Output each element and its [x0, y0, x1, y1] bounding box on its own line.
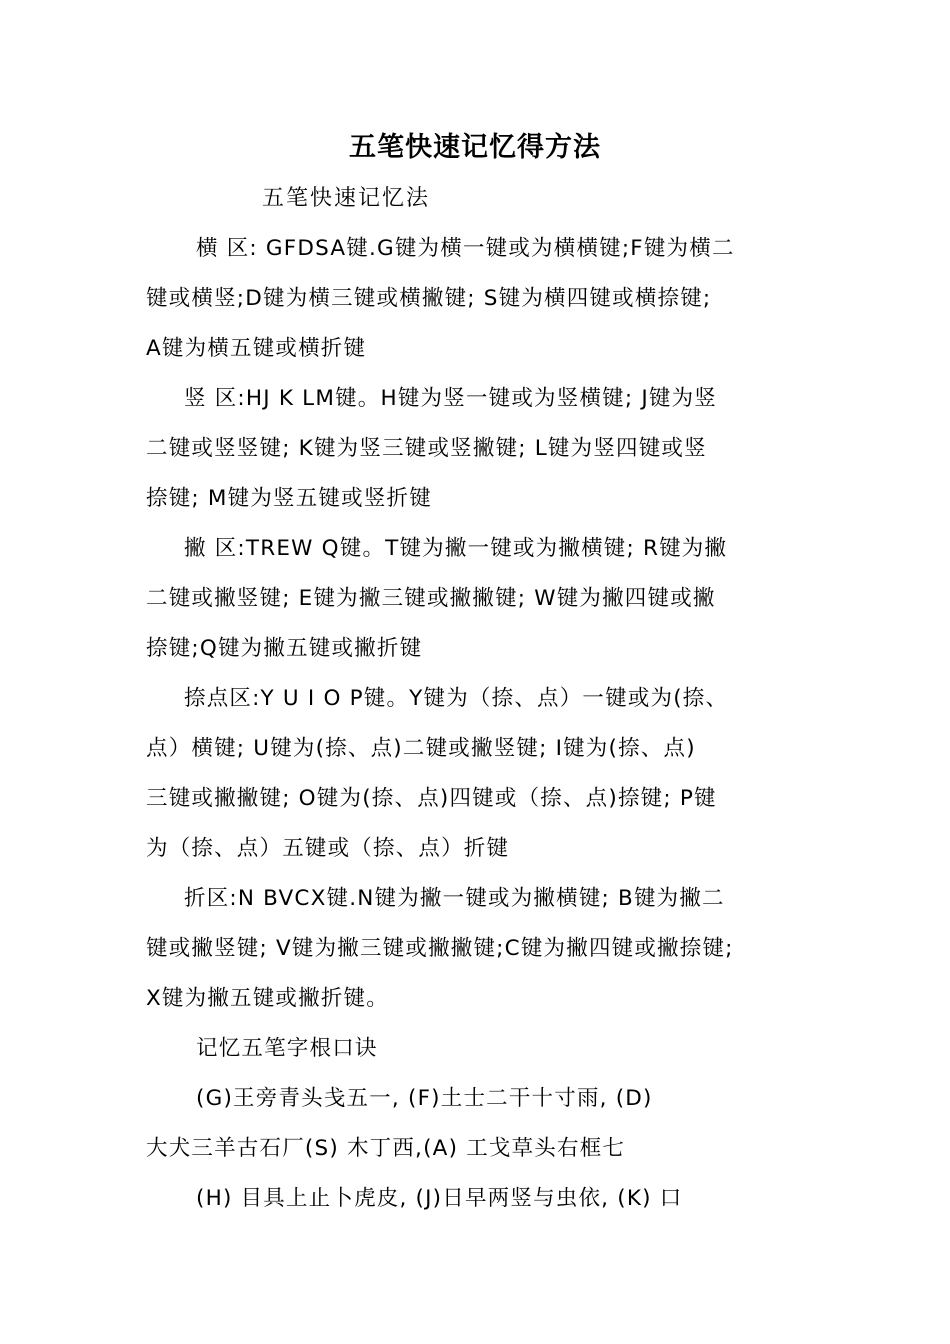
- section-heading-mnemonic: 记忆五笔字根口诀: [196, 1036, 378, 1061]
- document-title: 五笔快速记忆得方法: [349, 132, 601, 163]
- mnemonic-line-1: (G)王旁青头戋五一, (F)土士二干十寸雨, (D): [196, 1086, 653, 1111]
- paragraph-heng-line-2: 键或横竖;D键为横三键或横撇键; S键为横四键或横捺键;: [146, 286, 712, 311]
- paragraph-heng-line-1: 横 区: GFDSA键.G键为横一键或为横横键;F键为横二: [196, 236, 735, 261]
- paragraph-shu-line-2: 二键或竖竖键; K键为竖三键或竖撇键; L键为竖四键或竖: [146, 436, 707, 461]
- paragraph-pie-line-1: 撇 区:TREW Q键。T键为撇一键或为撇横键; R键为撇: [184, 536, 728, 561]
- mnemonic-line-2: 大犬三羊古石厂(S) 木丁西,(A) 工戈草头右框七: [146, 1136, 626, 1161]
- paragraph-heng-line-3: A键为横五键或横折键: [146, 336, 367, 361]
- paragraph-nadian-line-1: 捺点区:Y U I O P键。Y键为（捺、点）一键或为(捺、: [184, 686, 729, 711]
- paragraph-shu-line-1: 竖 区:HJ K LM键。H键为竖一键或为竖横键; J键为竖: [184, 386, 717, 411]
- paragraph-nadian-line-3: 三键或撇撇键; O键为(捺、点)四键或（捺、点)捺键; P键: [146, 786, 717, 811]
- paragraph-shu-line-3: 捺键; M键为竖五键或竖折键: [146, 486, 432, 511]
- paragraph-zhe-line-2: 键或撇竖键; V键为撇三键或撇撇键;C键为撇四键或撇捺键;: [146, 936, 734, 961]
- paragraph-pie-line-2: 二键或撇竖键; E键为撇三键或撇撇键; W键为撇四键或撇: [146, 586, 716, 611]
- paragraph-nadian-line-2: 点）横键; U键为(捺、点)二键或撇竖键; I键为(捺、点): [146, 736, 696, 761]
- document-subtitle: 五笔快速记忆法: [262, 186, 431, 211]
- mnemonic-line-3: (H) 目具上止卜虎皮, (J)日早两竖与虫依, (K) 口: [196, 1186, 683, 1211]
- paragraph-pie-line-3: 捺键;Q键为撇五键或撇折键: [146, 636, 423, 661]
- paragraph-nadian-line-4: 为（捺、点）五键或（捺、点）折键: [146, 836, 510, 861]
- paragraph-zhe-line-1: 折区:N BVCX键.N键为撇一键或为撇横键; B键为撇二: [184, 886, 725, 911]
- paragraph-zhe-line-3: X键为撇五键或撇折键。: [146, 986, 389, 1011]
